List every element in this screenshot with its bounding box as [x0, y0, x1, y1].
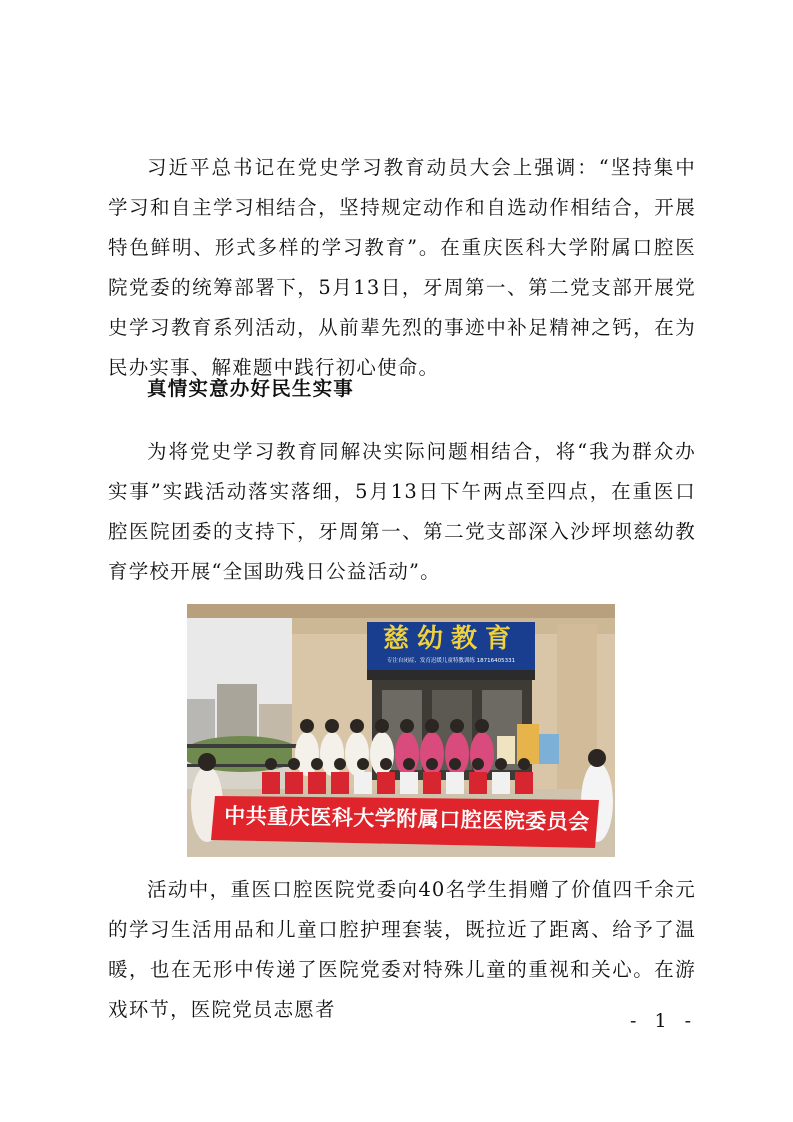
sign-title: 慈幼教育 [382, 624, 519, 654]
intro-paragraph: 习近平总书记在党史学习教育动员大会上强调：“坚持集中学习和自主学习相结合，坚持规定动作和自选动作相结合，开展特色鲜明、形式多样的学习教育”。在重庆医科大学附属口腔医院党委的统筹部署下，5月13日，牙周第一、第二党支部开展党史学习教育系列活动，从前辈先烈的事迹中补足精神之钙，在为民办实事、解难题中践行初心使命。 [108, 156, 696, 379]
section-heading: 真情实意办好民生实事 [147, 377, 355, 400]
banner-text: 中共重庆医科大学附属口腔医院委员会 [224, 803, 590, 835]
donation-paragraph: 活动中，重医口腔医院党委向40名学生捐赠了价值四千余元的学习生活用品和儿童口腔护理套装，既拉近了距离、给予了温暖，也在无形中传递了医院党委对特殊儿童的重视和关心。在游戏环节，医院党员志愿者 [108, 878, 696, 1021]
group-photo [187, 604, 615, 857]
sign-subtitle: 专注自闭症、发育迟缓儿童特教训练 18716405331 [386, 658, 516, 664]
activity-paragraph: 为将党史学习教育同解决实际问题相结合，将“我为群众办实事”实践活动落实落细，5月13日下午两点至四点，在重医口腔医院团委的支持下，牙周第一、第二党支部深入沙坪坝慈幼教育学校开展“全国助残日公益活动”。 [108, 440, 696, 583]
page-number: - 1 - [629, 1010, 697, 1032]
